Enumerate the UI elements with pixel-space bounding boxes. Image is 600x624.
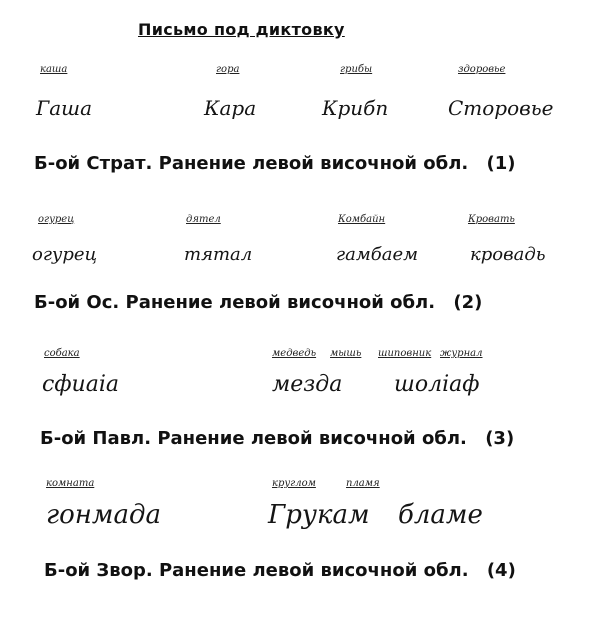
written-word: Кара: [204, 96, 257, 120]
model-word: пламя: [346, 478, 380, 489]
written-word: шоліаф: [394, 372, 480, 397]
case-number: (1): [486, 153, 516, 174]
caption-text: Б-ой Страт. Ранение левой височной обл.: [34, 153, 469, 174]
model-word: дятел: [186, 214, 221, 225]
written-words-row-2: [0, 244, 600, 274]
model-word: огурец: [38, 214, 75, 225]
written-word: гамбаем: [336, 244, 419, 265]
model-word: круглом: [272, 478, 316, 489]
model-word: грибы: [340, 64, 373, 75]
written-word: кровадь: [470, 244, 546, 265]
case-number: (2): [453, 292, 483, 313]
model-words-row-1: [0, 64, 600, 94]
written-word: сфиаіа: [42, 372, 119, 397]
page-title: Письмо под диктовку: [138, 20, 345, 39]
written-word: Крибп: [322, 96, 389, 120]
model-word: Комбайн: [338, 214, 386, 225]
case-number: (4): [486, 560, 516, 581]
case-caption-4: [44, 560, 600, 581]
written-word: бламе: [398, 500, 483, 530]
written-word: Грукам: [268, 500, 370, 530]
case-caption-1: [34, 153, 594, 174]
model-word: комната: [46, 478, 95, 489]
model-word: медведь: [272, 348, 317, 359]
written-word: гонмада: [46, 500, 161, 530]
written-words-row-1: [0, 96, 600, 126]
case-caption-2: [34, 292, 594, 313]
written-word: Гаша: [36, 96, 93, 120]
caption-text: Б-ой Ос. Ранение левой височной обл.: [34, 292, 436, 313]
model-word: мышь: [330, 348, 362, 359]
written-words-row-3: [0, 372, 600, 402]
case-number: (3): [485, 428, 515, 449]
written-word: тятал: [184, 244, 253, 265]
model-word: Кровать: [468, 214, 515, 225]
caption-text: Б-ой Павл. Ранение левой височной обл.: [40, 428, 467, 449]
written-word: мезда: [272, 372, 343, 397]
model-word: гора: [216, 64, 240, 75]
written-word: Сторовье: [448, 96, 554, 120]
model-word: каша: [40, 64, 68, 75]
written-word: огурец: [32, 244, 98, 265]
model-word: шиповник: [378, 348, 432, 359]
written-words-row-4: [0, 500, 600, 540]
model-word: собака: [44, 348, 80, 359]
model-word: журнал: [440, 348, 483, 359]
model-word: здоровье: [458, 64, 506, 75]
caption-text: Б-ой Звор. Ранение левой височной обл.: [44, 560, 469, 581]
model-words-row-2: [0, 214, 600, 244]
case-caption-3: [40, 428, 600, 449]
